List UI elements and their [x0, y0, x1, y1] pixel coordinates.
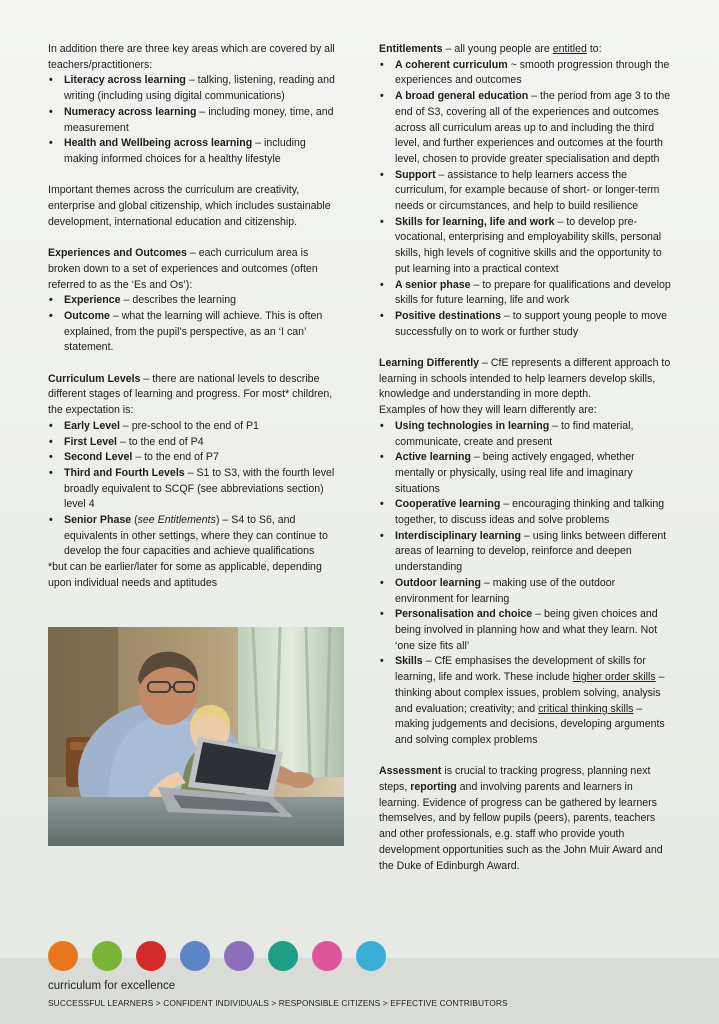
- examples-intro: Examples of how they will learn differently are:: [379, 404, 597, 417]
- list-item: • Experience – describes the learning: [48, 293, 340, 309]
- brand-name: curriculum for excellence: [48, 980, 176, 992]
- list-item: • Outcome – what the learning will achieve. This is often explained, from the pupil’s perspective, as an ‘I can’ statement.: [48, 309, 340, 356]
- list-item: • Cooperative learning – encouraging thinking and talking together, to discuss ideas and solve problems: [379, 497, 674, 528]
- list-item: • Personalisation and choice – being given choices and being involved in planning how and what they learn. Not ‘one size fits all’: [379, 607, 674, 654]
- list-item: • Early Level – pre-school to the end of P1: [48, 419, 340, 435]
- list-item: • Skills for learning, life and work – to develop pre-vocational, enterprising and employability skills, personal skills, high levels of cognitive skills and the opportunity to put learning into a practical context: [379, 215, 674, 278]
- brand-dot-orange: [48, 941, 78, 971]
- list-item: • Support – assistance to help learners access the curriculum, for example because of short- or longer-term needs or circumstances, and help to build resilience: [379, 168, 674, 215]
- themes-paragraph: Important themes across the curriculum are creativity, enterprise and global citizenship, which includes sustainable development, international education and citizenship.: [48, 184, 331, 228]
- intro-text: In addition there are three key areas which are covered by all teachers/practitioners:: [48, 43, 335, 71]
- key-areas-list: [48, 73, 340, 167]
- list-item: • Using technologies in learning – to find material, communicate, create and present: [379, 419, 674, 450]
- brand-dot-red: [136, 941, 166, 971]
- list-item: • Outdoor learning – making use of the outdoor environment for learning: [379, 576, 674, 607]
- brand-dot-cyan: [356, 941, 386, 971]
- list-item: • A senior phase – to prepare for qualifications and develop skills for future learning, life and work: [379, 278, 674, 309]
- list-item: • A coherent curriculum ~ smooth progression through the experiences and outcomes: [379, 58, 674, 89]
- photo-man-and-child-at-laptop: [48, 627, 344, 846]
- list-item: • Positive destinations – to support young people to move successfully on to work or further study: [379, 309, 674, 340]
- list-item: • Numeracy across learning – including money, time, and measurement: [48, 105, 340, 136]
- brand-dots: [48, 941, 408, 971]
- brand-tagline: SUCCESSFUL LEARNERS > CONFIDENT INDIVIDUALS > RESPONSIBLE CITIZENS > EFFECTIVE CONTRIBUTORS: [48, 998, 508, 1008]
- list-item: • Skills – CfE emphasises the development of skills for learning, life and work. These include higher order skills – thinking about complex issues, problem solving, analysis and evaluation; creativity; and critical thinking skills – making judgements and decisions, developing arguments and solving complex problems: [379, 654, 674, 748]
- list-item: • First Level – to the end of P4: [48, 435, 340, 451]
- experiences-outcomes-paragraph: Experiences and Outcomes – each curriculum area is broken down to a set of experiences and outcomes (often referred to as the ‘Es and Os’):: [48, 247, 318, 291]
- list-item: • Third and Fourth Levels – S1 to S3, with the fourth level broadly equivalent to SCQF (see abbreviations section) level 4: [48, 466, 340, 513]
- brand-dot-teal: [268, 941, 298, 971]
- brand-dot-blue: [180, 941, 210, 971]
- entitlements-paragraph: Entitlements – all young people are entitled to:: [379, 43, 602, 55]
- brand-dot-purple: [224, 941, 254, 971]
- levels-list: [48, 419, 340, 560]
- brand-dot-pink: [312, 941, 342, 971]
- left-column: [48, 42, 340, 592]
- learning-differently-list: [379, 419, 674, 749]
- list-item: • Active learning – being actively engaged, whether mentally or physically, using real life and imaginary situations: [379, 450, 674, 497]
- list-item: • Literacy across learning – talking, listening, reading and writing (including using digital communications): [48, 73, 340, 104]
- footnote: *but can be earlier/later for some as applicable, depending upon individual needs and aptitudes: [48, 561, 322, 589]
- learning-differently-paragraph: Learning Differently – CfE represents a different approach to learning in schools intended to help learners develop skills, knowledge and understanding in more depth.: [379, 357, 671, 401]
- brand-dot-green: [92, 941, 122, 971]
- list-item: • Interdisciplinary learning – using links between different areas of learning to develop, reinforce and deepen understanding: [379, 529, 674, 576]
- eo-list: [48, 293, 340, 356]
- list-item: • Second Level – to the end of P7: [48, 450, 340, 466]
- right-column: [379, 42, 674, 874]
- assessment-paragraph: Assessment is crucial to tracking progress, planning next steps, reporting and involving parents and learners in learning. Evidence of progress can be gathered by learners themselves, and by fellow pupils (peers), parents, teachers and other professionals, e.g. staff who provide youth development opportunities such as the John Muir Award and the Duke of Edinburgh Award.: [379, 765, 663, 872]
- entitlements-list: [379, 58, 674, 341]
- list-item: • Senior Phase (see Entitlements) – S4 to S6, and equivalents in other settings, where they can continue to develop the four capacities and achieve qualifications: [48, 513, 340, 560]
- entitled-link: entitled: [552, 43, 587, 55]
- list-item: • A broad general education – the period from age 3 to the end of S3, covering all of the experiences and outcomes across all curriculum areas up to and including the third level, and further experiences and outcomes at the fourth level, chosen to provide greater specialisation and depth: [379, 89, 674, 168]
- list-item: • Health and Wellbeing across learning – including making informed choices for a healthy lifestyle: [48, 136, 340, 167]
- curriculum-levels-paragraph: Curriculum Levels – there are national levels to describe different stages of learning and progress. For most* children, the expectation is:: [48, 372, 333, 417]
